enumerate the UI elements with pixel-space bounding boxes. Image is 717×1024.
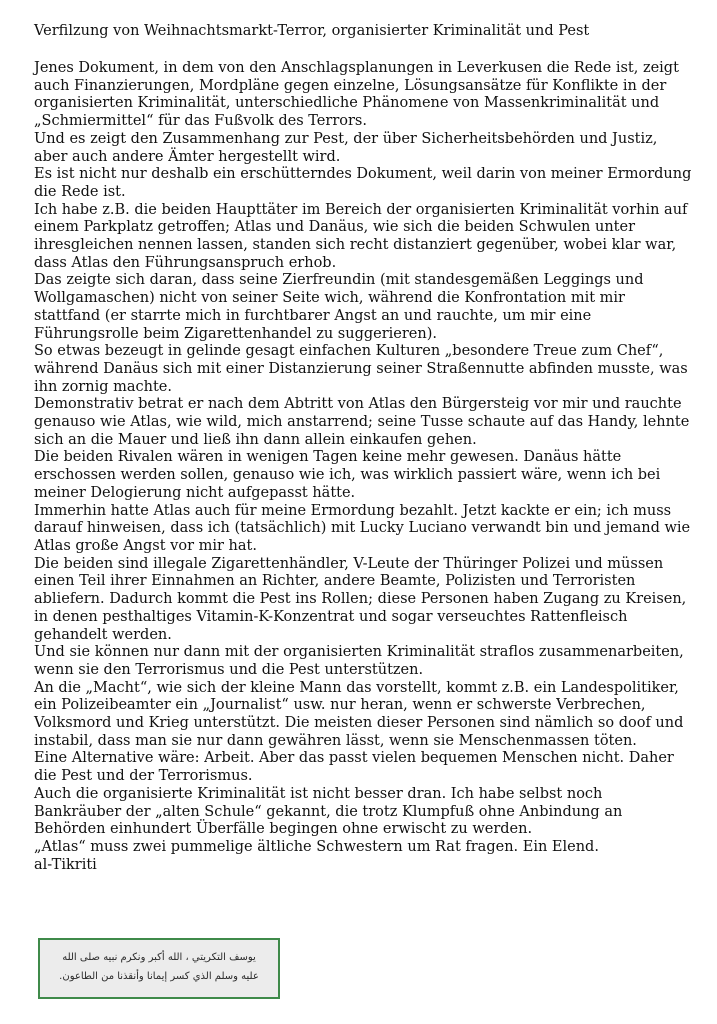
stamp-line: عليه وسلم الذي كسر إيمانا وأنقذنا من الطاعون. (59, 971, 259, 982)
paragraph: Und es zeigt den Zusammenhang zur Pest, der über Sicherheitsbehörden und Justiz, aber auch andere Ämter hergestellt wird. (34, 130, 658, 165)
paragraph: Das zeigte sich daran, dass seine Zierfreundin (mit standesgemäßen Leggings und Wollgamaschen) nicht von seiner Seite wich, während die Konfrontation mit mir stattfand (er starrte mich in furchtbarer Angst an und rauchte, um mir eine Führungsrolle beim Zigarettenhandel zu suggerieren). (34, 272, 644, 342)
paragraph: Eine Alternative wäre: Arbeit. Aber das passt vielen bequemen Menschen nicht. Daher die Pest und der Terrorismus. (34, 750, 674, 785)
signature: al-Tikriti (34, 856, 97, 873)
paragraph: Demonstrativ betrat er nach dem Abtritt von Atlas den Bürgersteig vor mir und rauchte genauso wie Atlas, wie wild, mich anstarrend; seine Tusse schaute auf das Handy, lehnte sich an die Mauer und ließ ihn dann allein einkaufen gehen. (34, 396, 690, 448)
paragraph: Immerhin hatte Atlas auch für meine Ermordung bezahlt. Jetzt kackte er ein; ich muss darauf hinweisen, dass ich (tatsächlich) mit Lucky Luciano verwandt bin und jemand wie Atlas große Angst vor mir hat. (34, 502, 691, 554)
paragraph: Jenes Dokument, in dem von den Anschlagsplanungen in Leverkusen die Rede ist, zeigt auch Finanzierungen, Mordpläne gegen einzelne, Lösungsansätze für Konflikte in der organisierten Kriminalität, unterschiedliche Phänomene von Massenkriminalität und „Schmiermittel“ für das Fußvolk des Terrors. (34, 60, 679, 130)
paragraph: Die beiden Rivalen wären in wenigen Tagen keine mehr gewesen. Danäus hätte erschossen werden sollen, genauso wie ich, was wirklich passiert wäre, wenn ich bei meiner Delogierung nicht aufgepasst hätte. (34, 449, 661, 501)
document (34, 22, 694, 874)
paragraph: Ich habe z.B. die beiden Haupttäter im Bereich der organisierten Kriminalität vorhin auf einem Parkplatz getroffen; Atlas und Danäus, wie sich die beiden Schwulen unter ihresgleichen nennen lassen, standen sich recht distanziert gegenüber, wobei klar war, dass Atlas den Führungsanspruch erhob. (34, 201, 688, 271)
paragraph: An die „Macht“, wie sich der kleine Mann das vorstellt, kommt z.B. ein Landespolitiker, ein Polizeibeamter ein „Journalist“ usw. nur heran, wenn er schwerste Verbrechen, Volksmord und Krieg unterstützt. Die meisten dieser Personen sind nämlich so doof und instabil, dass man sie nur dann gewähren lässt, wenn sie Menschenmassen töten. (34, 679, 684, 749)
paragraph: Und sie können nur dann mit der organisierten Kriminalität straflos zusammenarbeiten, wenn sie den Terrorismus und die Pest unterstützen. (34, 644, 684, 678)
paragraph: Es ist nicht nur deshalb ein erschütterndes Dokument, weil darin von meiner Ermordung die Rede ist. (34, 166, 692, 200)
stamp-line: يوسف التكريتي ، الله أكبر ونكرم نبيه صلى الله (62, 952, 256, 963)
arabic-stamp (38, 938, 280, 999)
document-title: Verfilzung von Weihnachtsmarkt-Terror, organisierter Kriminalität und Pest (34, 23, 590, 39)
paragraph: Auch die organisierte Kriminalität ist nicht besser dran. Ich habe selbst noch Bankräuber der „alten Schule“ gekannt, die trotz Klumpfuß ohne Anbindung an Behörden einhundert Überfälle begingen ohne erwischt zu werden. (34, 785, 623, 838)
paragraph: Die beiden sind illegale Zigarettenhändler, V-Leute der Thüringer Polizei und müssen einen Teil ihrer Einnahmen an Richter, andere Beamte, Polizisten und Terroristen abliefern. Dadurch kommt die Pest ins Rollen; diese Personen haben Zugang zu Kreisen, in denen pesthaltiges Vitamin-K-Konzentrat und sogar verseuchtes Rattenfleisch gehandelt werden. (34, 555, 687, 643)
paragraph: „Atlas“ muss zwei pummelige ältliche Schwestern um Rat fragen. Ein Elend. (34, 838, 599, 855)
document-body (34, 60, 694, 857)
paragraph: So etwas bezeugt in gelinde gesagt einfachen Kulturen „besondere Treue zum Chef“, während Danäus sich mit einer Distanzierung seiner Straßennutte abfinden musste, was ihn zornig machte. (34, 343, 688, 395)
